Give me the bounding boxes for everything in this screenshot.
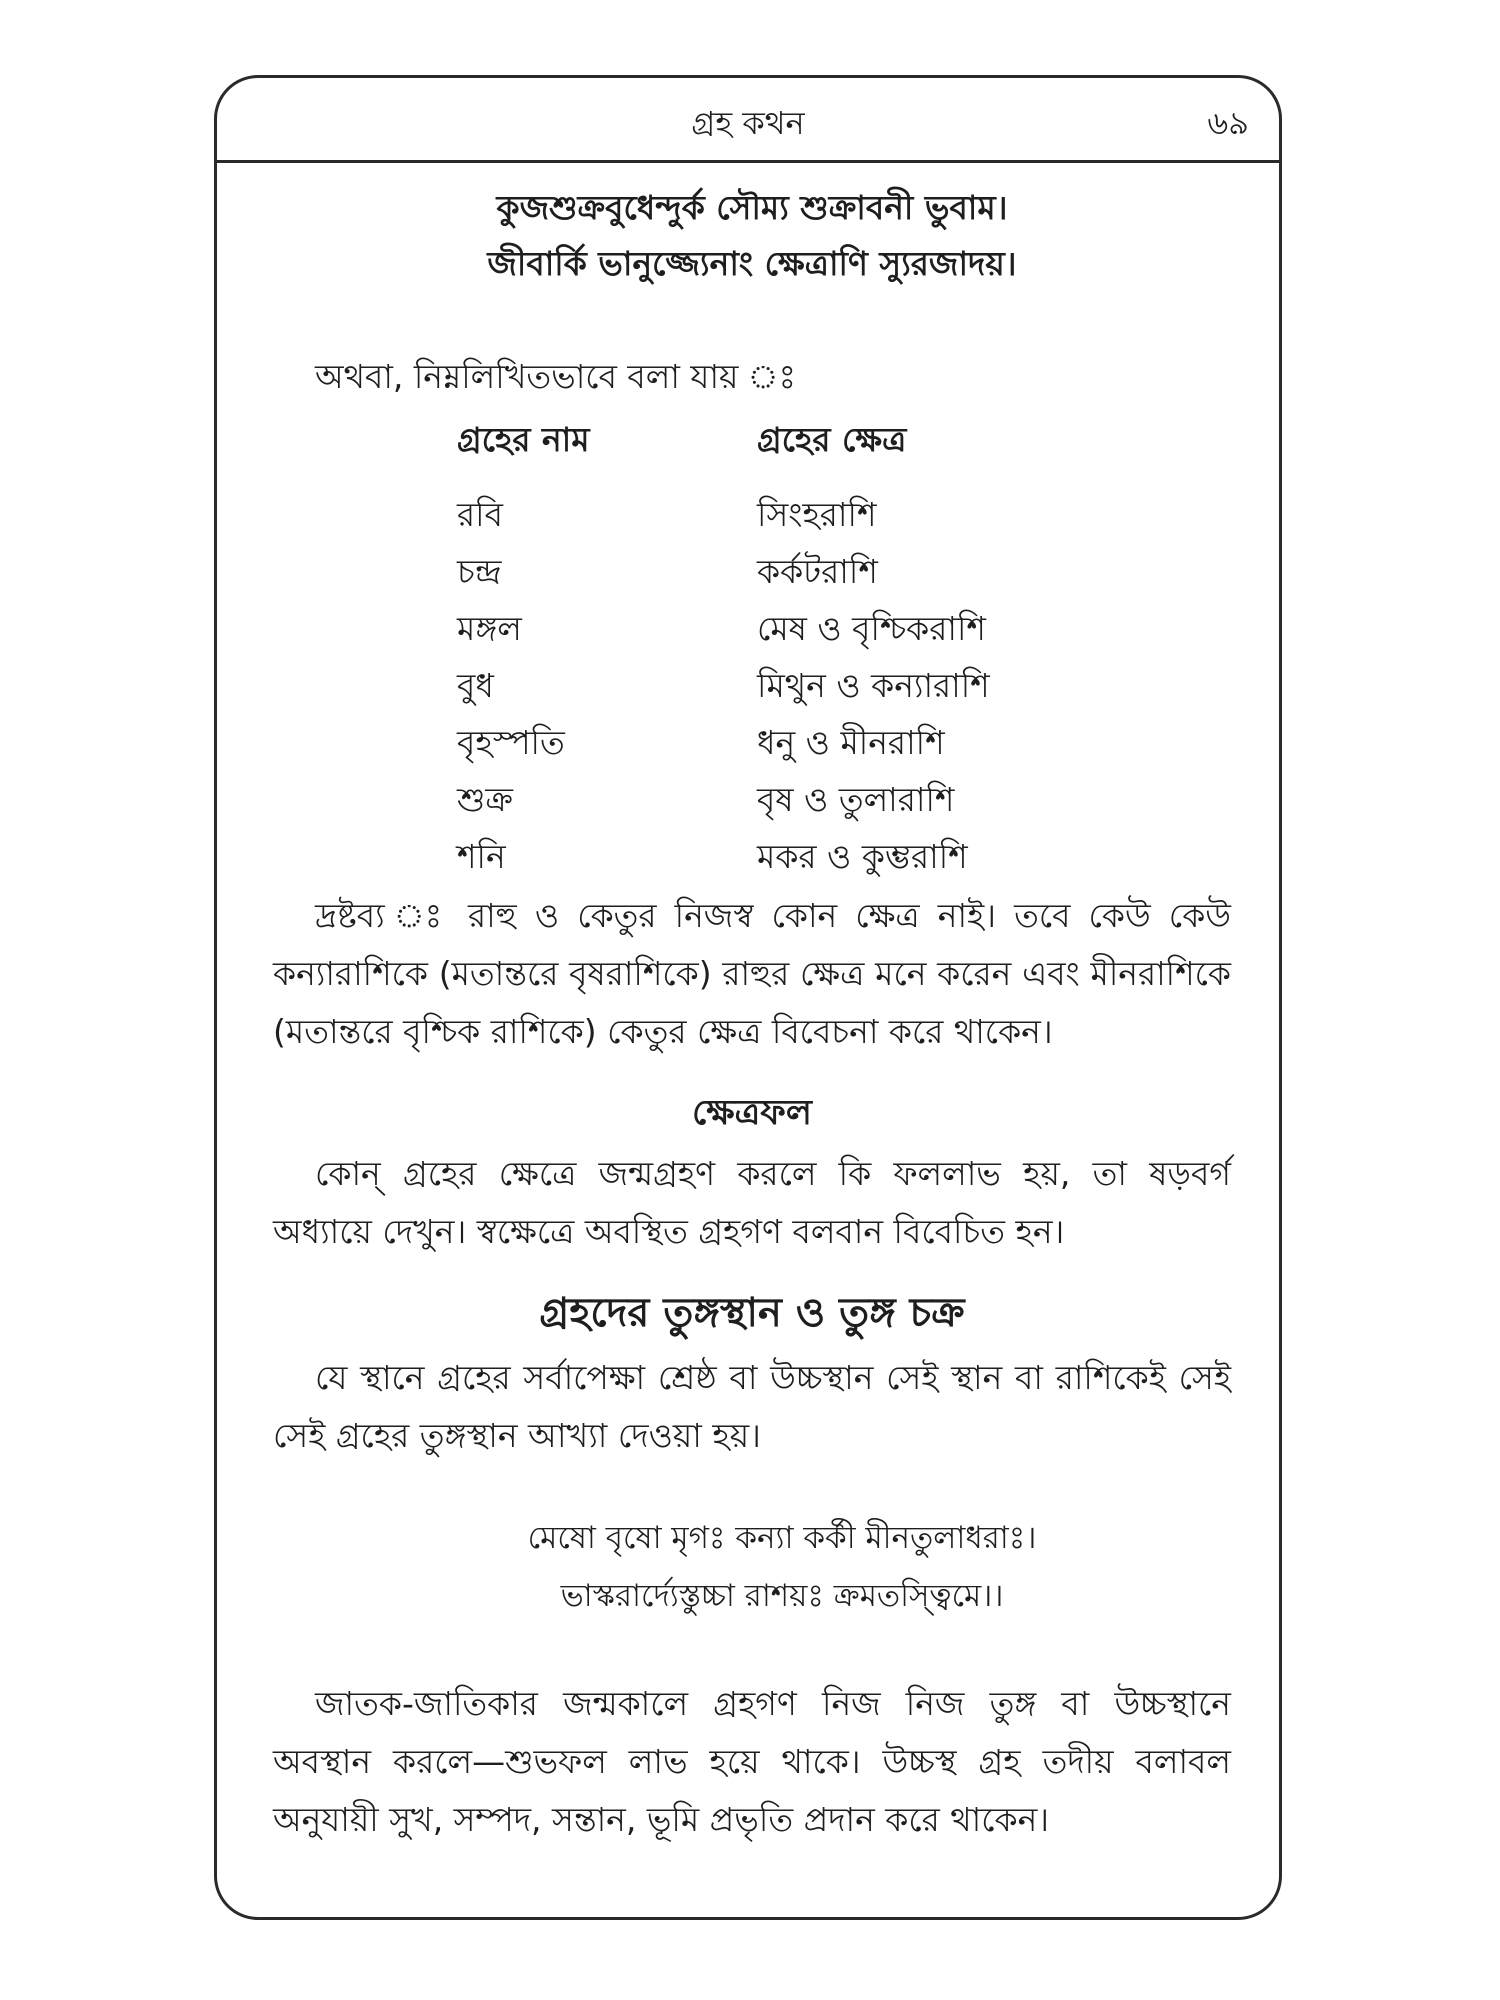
section-heading-tungasthan: গ্রহদের তুঙ্গস্থান ও তুঙ্গ চক্র	[539, 1290, 965, 1336]
column-header-planet: গ্রহের নাম	[457, 420, 590, 459]
table-row	[457, 545, 990, 602]
table-row	[457, 830, 990, 887]
page-number: ৬৯	[1207, 104, 1249, 142]
tungasthan-paragraph: যে স্থানে গ্রহের সর্বাপেক্ষা শ্রেষ্ঠ বা উচ্চস্থান সেই স্থান বা রাশিকেই সেই সেই গ্রহের তুঙ্গস্থান আখ্যা দেওয়া হয়।	[273, 1358, 1231, 1455]
verse-line: ভাস্করার্দ্যেস্তুচ্চা রাশয়ঃ ক্রমতস্ত্বিমে।।	[560, 1578, 1004, 1614]
table-row	[457, 602, 990, 659]
planet-name: শুক্র	[457, 779, 514, 819]
verse-line: জীবার্কি ভানুজ্জ্যেনাং ক্ষেত্রাণি স্যুরজাদয়।	[487, 244, 1017, 283]
table-row	[457, 488, 990, 545]
planet-kshetra: কর্কটরাশি	[757, 551, 878, 591]
planet-kshetra: মেষ ও বৃশ্চিকরাশি	[757, 608, 986, 648]
table-row	[457, 659, 990, 716]
page-frame	[214, 75, 1282, 1920]
planet-kshetra-table	[457, 414, 990, 887]
table-row	[457, 773, 990, 830]
planet-kshetra: মিথুন ও কন্যারাশি	[757, 665, 990, 705]
planet-name: বুধ	[457, 665, 494, 705]
planet-name: রবি	[457, 494, 503, 534]
verse-line: মেষো বৃষো মৃগঃ কন্যা কর্কী মীনতুলাধরাঃ।	[527, 1520, 1037, 1556]
sanskrit-verse-kshetra	[273, 180, 1231, 292]
planet-kshetra: ধনু ও মীনরাশি	[757, 722, 945, 762]
table-header-row	[457, 414, 990, 488]
planet-name: মঙ্গল	[457, 608, 522, 648]
section-heading-kshetraphal: ক্ষেত্রফল	[692, 1093, 812, 1133]
intro-paragraph: অথবা, নিম্নলিখিতভাবে বলা যায় ঃ	[315, 357, 797, 396]
planet-kshetra: মকর ও কুম্ভরাশি	[757, 836, 968, 876]
kshetraphal-paragraph: কোন্ গ্রহের ক্ষেত্রে জন্মগ্রহণ করলে কি ফললাভ হয়, তা ষড়বর্গ অধ্যায়ে দেখুন। স্বক্ষেত্রে অবস্থিত গ্রহগণ বলবান বিবেচিত হন।	[273, 1154, 1231, 1251]
closing-paragraph: জাতক-জাতিকার জন্মকালে গ্রহগণ নিজ নিজ তুঙ্গ বা উচ্চস্থানে অবস্থান করলে—শুভফল লাভ হয়ে থাকে। উচ্চস্থ গ্রহ তদীয় বলাবল অনুযায়ী সুখ, সম্পদ, সন্তান, ভূমি প্রভৃতি প্রদান করে থাকেন।	[273, 1684, 1231, 1839]
planet-name: শনি	[457, 836, 506, 876]
note-paragraph: দ্রষ্টব্য ঃ রাহু ও কেতুর নিজস্ব কোন ক্ষেত্র নাই। তবে কেউ কেউ কন্যারাশিকে (মতান্তরে বৃষরাশিকে) রাহুর ক্ষেত্র মনে করেন এবং মীনরাশিকে (মতান্তরে বৃশ্চিক রাশিকে) কেতুর ক্ষেত্র বিবেচনা করে থাকেন।	[273, 896, 1231, 1051]
running-header-title: গ্রহ কথন	[691, 104, 805, 142]
planet-name: চন্দ্র	[457, 551, 502, 591]
page-content	[273, 168, 1231, 1849]
planet-kshetra: সিংহরাশি	[757, 494, 877, 534]
planet-kshetra: বৃষ ও তুলারাশি	[757, 779, 955, 819]
table-row	[457, 716, 990, 773]
planet-name: বৃহস্পতি	[457, 722, 565, 762]
column-header-kshetra: গ্রহের ক্ষেত্র	[757, 420, 907, 459]
verse-line: কুজশুক্রবুধেন্দুর্ক সৌম্য শুক্রাবনী ভুবাম।	[496, 188, 1008, 227]
sanskrit-verse-tunga	[333, 1509, 1231, 1625]
header-rule	[217, 160, 1279, 163]
